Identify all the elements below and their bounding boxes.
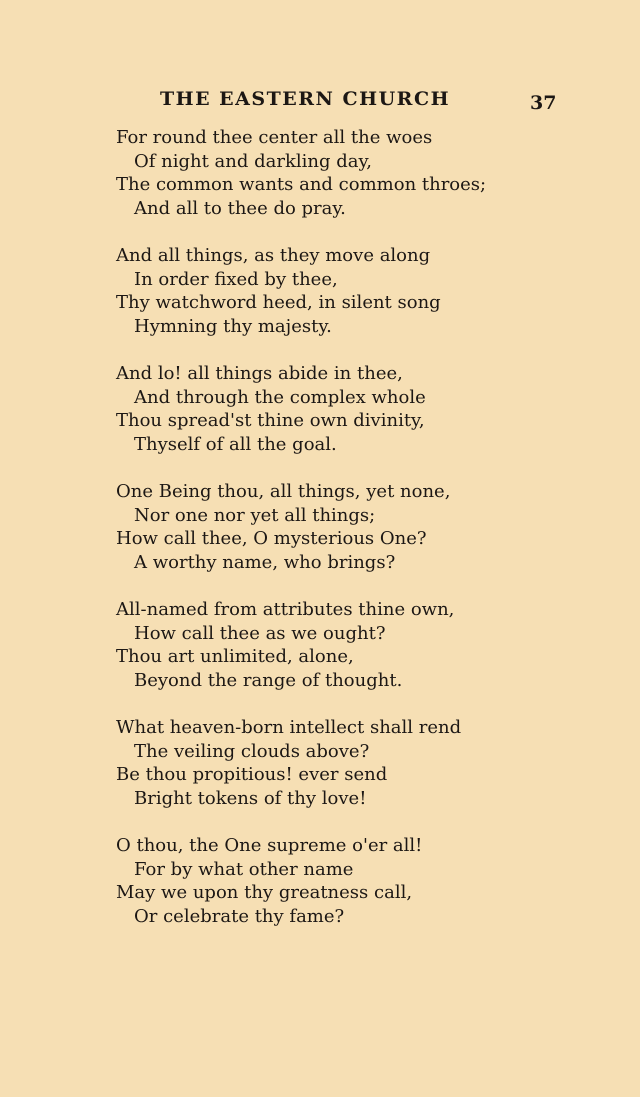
poem-line: Be thou propitious! ever send: [116, 764, 388, 785]
stanza-5: [116, 598, 616, 692]
poem-line: Or celebrate thy fame?: [134, 905, 345, 927]
poem-line: And lo! all things abide in thee,: [116, 363, 403, 384]
poem-line: All-named from attributes thine own,: [116, 599, 455, 620]
poem: [116, 126, 616, 952]
poem-line: Thou art unlimited, alone,: [116, 646, 354, 667]
stanza-2: [116, 244, 616, 338]
poem-line: Thyself of all the goal.: [134, 433, 337, 455]
poem-line: O thou, the One supreme o'er all!: [116, 835, 423, 856]
poem-line: A worthy name, who brings?: [134, 551, 396, 573]
poem-line: Hymning thy majesty.: [134, 315, 332, 337]
poem-line: For by what other name: [134, 858, 354, 880]
running-title: THE EASTERN CHURCH: [160, 88, 451, 110]
poem-line: One Being thou, all things, yet none,: [116, 481, 451, 502]
poem-line: Nor one nor yet all things;: [134, 504, 376, 526]
poem-line: Thou spread'st thine own divinity,: [116, 410, 425, 431]
stanza-3: [116, 362, 616, 456]
poem-line: How call thee as we ought?: [134, 622, 386, 644]
poem-line: And all things, as they move along: [116, 245, 431, 266]
poem-line: The veiling clouds above?: [134, 740, 370, 762]
poem-line: Thy watchword heed, in silent song: [116, 292, 441, 313]
poem-line: May we upon thy greatness call,: [116, 882, 413, 903]
page-number: 37: [530, 92, 557, 114]
stanza-1: [116, 126, 616, 220]
poem-line: For round thee center all the woes: [116, 127, 433, 148]
poem-line: Of night and darkling day,: [134, 150, 372, 172]
poem-line: The common wants and common throes;: [116, 174, 487, 195]
poem-line: What heaven-born intellect shall rend: [116, 717, 462, 738]
poem-line: And through the complex whole: [134, 386, 426, 408]
poem-line: And all to thee do pray.: [134, 197, 346, 219]
poem-line: Bright tokens of thy love!: [134, 787, 367, 809]
poem-line: In order fixed by thee,: [134, 268, 338, 290]
poem-line: Beyond the range of thought.: [134, 669, 403, 691]
stanza-7: [116, 834, 616, 928]
poem-line: How call thee, O mysterious One?: [116, 528, 427, 549]
stanza-4: [116, 480, 616, 574]
stanza-6: [116, 716, 616, 810]
